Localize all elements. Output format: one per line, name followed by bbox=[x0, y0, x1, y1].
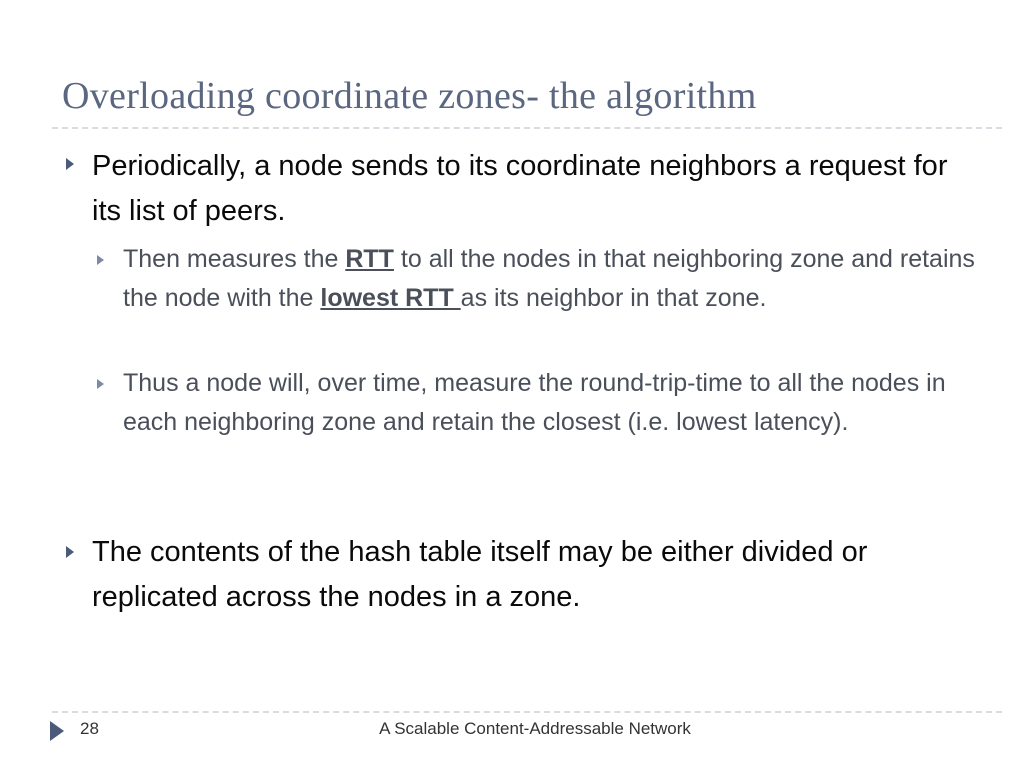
slide-title: Overloading coordinate zones- the algorithm bbox=[62, 75, 757, 117]
footer-title: A Scalable Content-Addressable Network bbox=[379, 719, 691, 738]
lowest-rtt-link[interactable]: lowest RTT bbox=[320, 284, 461, 312]
sub-bullet-arrow-icon bbox=[97, 379, 104, 389]
footer-arrow-icon bbox=[50, 721, 64, 741]
bullet-arrow-icon bbox=[66, 158, 74, 170]
page-number: 28 bbox=[80, 719, 99, 738]
rtt-link[interactable]: RTT bbox=[345, 245, 394, 273]
sub-bullet-1-text bbox=[123, 240, 983, 318]
bullet-arrow-icon bbox=[66, 546, 74, 558]
sub-bullet-2-text: Thus a node will, over time, measure the round-trip-time to all the nodes in each neighboring zone and retain the closest (i.e. lowest latency). bbox=[123, 369, 946, 436]
bullet-1-text: Periodically, a node sends to its coordinate neighbors a request for its list of peers. bbox=[92, 150, 948, 227]
sub-bullet-arrow-icon bbox=[97, 255, 104, 265]
sub-bullet-1-text-middle: to all the nodes in that neighboring zone and retains the node with the bbox=[123, 245, 975, 312]
bullet-2-text: The contents of the hash table itself may be either divided or replicated across the nodes in a zone. bbox=[92, 536, 868, 613]
sub-bullet-1-text-after: as its neighbor in that zone. bbox=[460, 284, 767, 312]
sub-bullet-1-text-before: Then measures the bbox=[123, 245, 346, 273]
footer-divider bbox=[52, 711, 1002, 713]
title-divider bbox=[52, 127, 1002, 129]
